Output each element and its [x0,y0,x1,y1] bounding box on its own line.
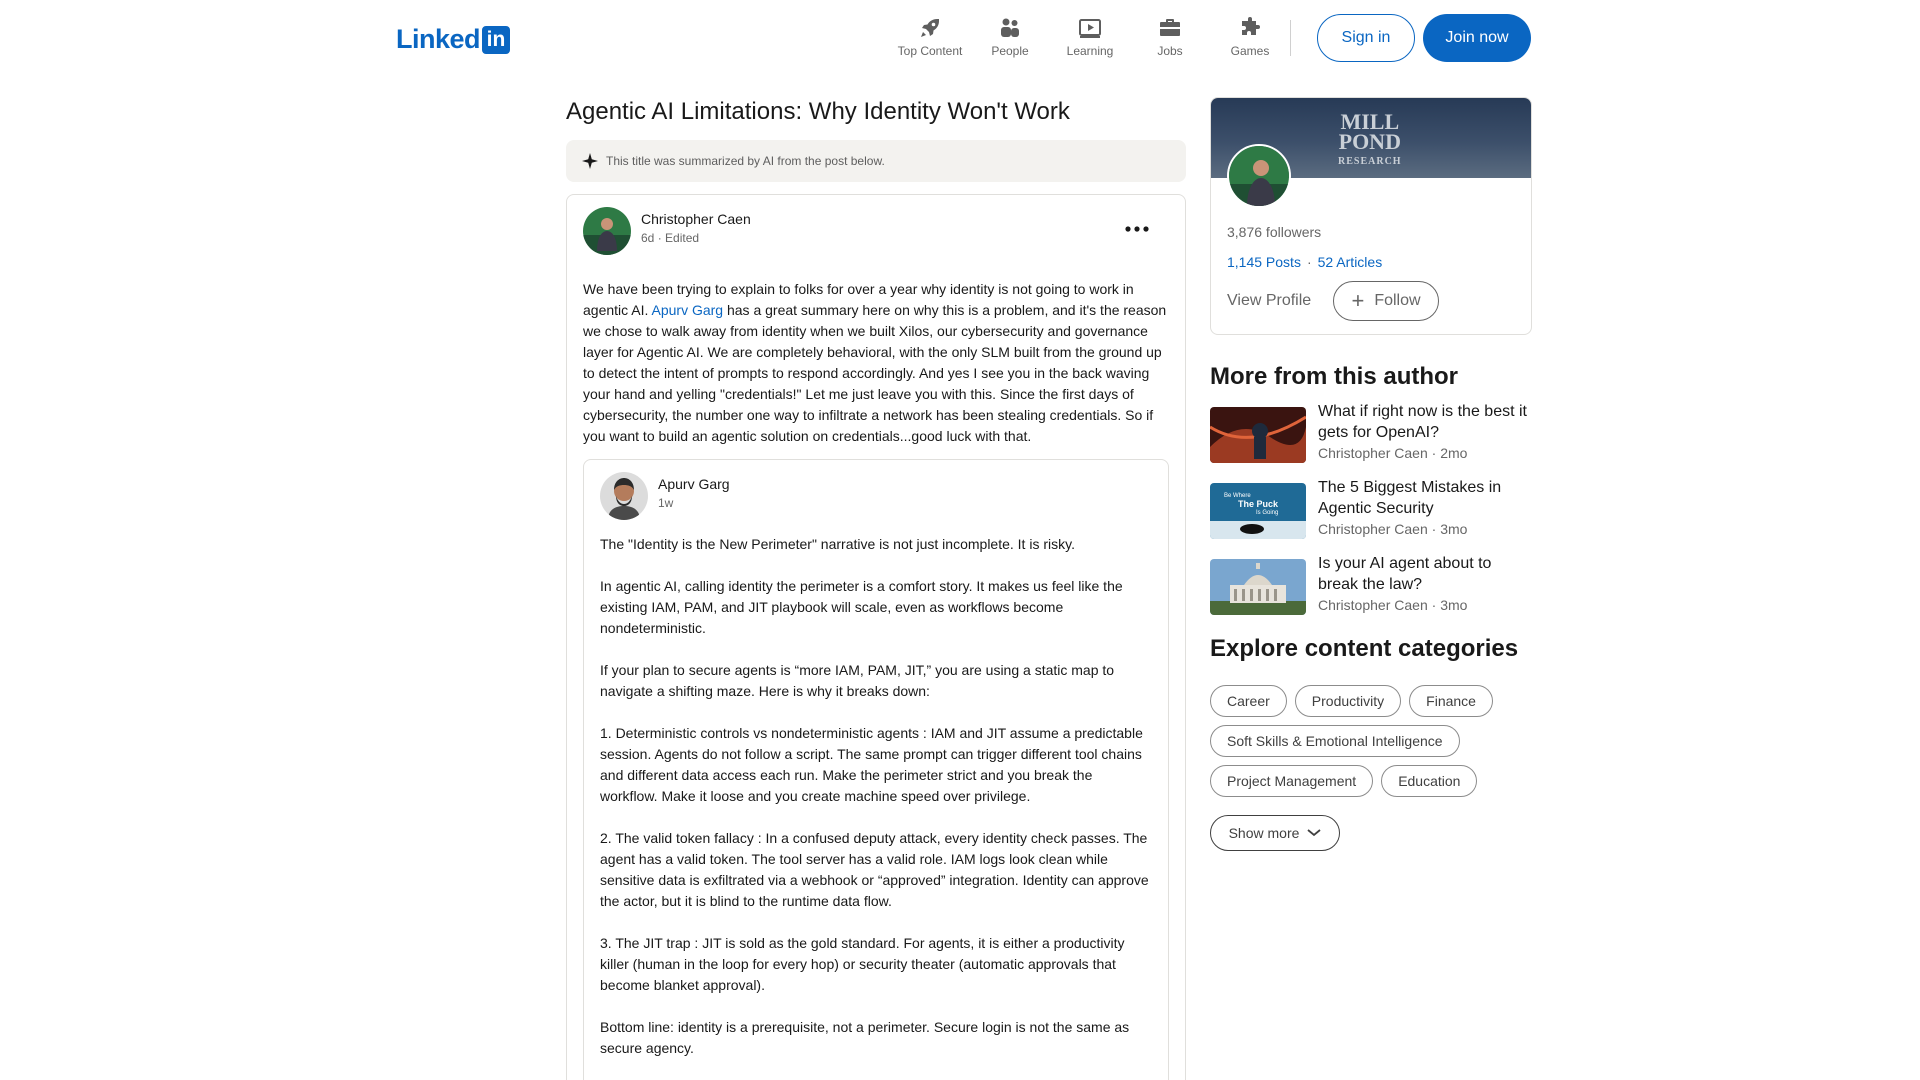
learning-icon [1078,16,1102,40]
more-from-author-heading: More from this author [1210,363,1459,390]
post-author-name[interactable]: Christopher Caen [641,211,751,227]
cover-line: RESEARCH [1338,156,1402,167]
author-profile-card [1210,97,1532,335]
article-thumbnail [1210,483,1306,539]
article-title: What if right now is the best it gets for OpenAI? [1318,403,1527,441]
ellipsis-icon [1125,226,1149,232]
right-sidebar [1210,97,1532,851]
category-chip-career[interactable]: Career [1210,685,1287,717]
sparkle-icon [582,153,598,169]
nav-label: People [991,44,1029,58]
cover-line: POND [1338,129,1401,154]
shared-paragraph: Bottom line: identity is a prerequisite, not a perimeter. Secure login is not the same as secure agency. [600,1019,1130,1056]
shared-paragraph: 2. The valid token fallacy : In a confused deputy attack, every identity check passes. The agent has a valid token. The tool server has a valid role. IAM logs look clean while sensitive data is exfiltrated via a webhook or “approved” integration. Identity can approve the actor, but it is blind to the runtime data flow. [600,830,1149,909]
shared-author-name[interactable]: Apurv Garg [658,476,730,492]
article-author: Christopher Caen [1318,521,1428,537]
shared-author-row [600,472,1152,520]
article-meta: Christopher Caen · 3mo [1318,597,1468,613]
follow-label: Follow [1374,292,1421,309]
shared-author-avatar[interactable] [600,472,648,520]
shared-post-body [600,534,1152,1059]
post-edited: Edited [665,231,700,245]
main-nav [890,16,1290,58]
meta-separator: · [657,231,666,245]
profile-avatar[interactable] [1227,144,1291,208]
post-author-row [583,207,1169,255]
sign-in-button[interactable]: Sign in [1317,14,1415,62]
post-text-part: has a great summary here on why this is a problem, and it's the reason we chose to walk away from identity when we built Xilos, our cybersecurity and governance layer for Agentic AI. We are completely behavioral, with the only SLM built from the ground up to detect the intent of prompts to respond accordingly. And yes I see you in the back waving your hand and yelling "credentials!" Let me just leave you with this. Since the first days of cybersecurity, the number one way to infiltrate a network has been stealing credentials. So if you want to build an agentic solution on credentials...good luck with that. [583,302,1167,444]
show-more-label: Show more [1228,825,1300,841]
shared-paragraph: The "Identity is the New Perimeter" narrative is not just incomplete. It is risky. [600,536,1075,552]
chevron-down-icon [1307,829,1321,837]
thumb-text: Be Where [1224,493,1251,499]
category-chip-soft-skills[interactable]: Soft Skills & Emotional Intelligence [1210,725,1460,757]
category-chip-productivity[interactable]: Productivity [1295,685,1401,717]
shared-paragraph: In agentic AI, calling identity the perimeter is a comfort story. It makes us feel like the existing IAM, PAM, and JIT playbook will scale, even as workflows become nondeterministic. [600,578,1123,636]
category-chip-education[interactable]: Education [1381,765,1477,797]
post-body [583,279,1169,447]
nav-games[interactable] [1210,16,1290,58]
article-age: 2mo [1440,445,1468,461]
list-item[interactable] [1210,479,1532,539]
article-author: Christopher Caen [1318,597,1428,613]
cover-logo [1338,109,1402,172]
ai-notice-text: This title was summarized by AI from the post below. [606,154,885,168]
posts-link[interactable]: 1,145 Posts [1227,254,1301,270]
articles-link[interactable]: 52 Articles [1317,254,1383,270]
shared-post-card[interactable] [583,459,1169,1080]
post-time: 6d [641,231,655,245]
briefcase-icon [1158,16,1182,40]
stats-separator: · [1306,254,1312,270]
post-card [566,194,1186,1080]
mention-link[interactable]: Apurv Garg [651,302,724,318]
rocket-icon [918,16,942,40]
nav-jobs[interactable] [1130,16,1210,58]
article-meta: Christopher Caen · 3mo [1318,521,1468,537]
article-title: The 5 Biggest Mistakes in Agentic Security [1318,479,1502,517]
shared-paragraph: If your plan to secure agents is “more IAM, PAM, JIT,” you are using a static map to navigate a shifting maze. Here is why it breaks down: [600,662,1115,699]
nav-label: Top Content [897,44,963,58]
article-meta: Christopher Caen · 2mo [1318,445,1468,461]
people-icon [998,16,1022,40]
more-articles-list [1210,403,1532,615]
shared-paragraph: 1. Deterministic controls vs nondeterministic agents : IAM and JIT assume a predictable session. Agents do not follow a script. The same prompt can trigger different tool chains and different data access each run. Make the perimeter strict and you break the workflow. Make it loose and you create machine speed over privilege. [600,725,1143,804]
author-avatar[interactable] [583,207,631,255]
cover-line: MILL [1340,109,1400,134]
puzzle-icon [1238,16,1262,40]
follow-button[interactable] [1333,281,1439,321]
nav-people[interactable] [970,16,1050,58]
thumb-text: The Puck [1238,499,1279,509]
nav-label: Games [1230,44,1270,58]
post-options-button[interactable] [1121,217,1153,241]
page-title: Agentic AI Limitations: Why Identity Won't Work [566,98,1070,125]
article-age: 3mo [1440,597,1468,613]
nav-divider [1290,20,1291,56]
author-stats [1227,254,1382,270]
linkedin-logo[interactable] [396,24,510,55]
nav-top-content[interactable] [890,16,970,58]
logo-text: Linked [396,24,481,54]
main-column [566,96,1186,1080]
article-thumbnail [1210,559,1306,615]
shared-post-time: 1w [658,496,674,510]
article-age: 3mo [1440,521,1468,537]
show-more-button[interactable] [1210,815,1340,851]
thumb-text: Is Going [1256,510,1279,516]
article-author: Christopher Caen [1318,445,1428,461]
article-title: Is your AI agent about to break the law? [1318,555,1492,593]
category-chips [1210,685,1510,797]
plus-icon: + [1351,288,1365,313]
nav-label: Jobs [1157,44,1183,58]
post-text-part: We have been trying to explain to folks for over a year why identity is not going to work in agentic AI. [583,281,1134,318]
top-header [0,0,1920,76]
shared-paragraph: 3. The JIT trap : JIT is sold as the gold standard. For agents, it is either a productivity killer (human in the loop for every hop) or security theater (automatic approvals that become blanket approval). [600,935,1125,993]
list-item[interactable] [1210,403,1532,463]
nav-label: Learning [1066,44,1114,58]
category-chip-project-management[interactable]: Project Management [1210,765,1373,797]
view-profile-link[interactable]: View Profile [1227,292,1312,309]
list-item[interactable] [1210,555,1532,615]
article-thumbnail [1210,407,1306,463]
explore-categories-heading: Explore content categories [1210,635,1519,662]
follower-count: 3,876 followers [1227,224,1322,240]
category-chip-finance[interactable]: Finance [1409,685,1493,717]
nav-learning[interactable] [1050,16,1130,58]
ai-summary-notice [566,140,1186,182]
join-now-button[interactable]: Join now [1423,14,1531,62]
logo-in-box: in [482,26,510,54]
post-meta [641,231,751,245]
